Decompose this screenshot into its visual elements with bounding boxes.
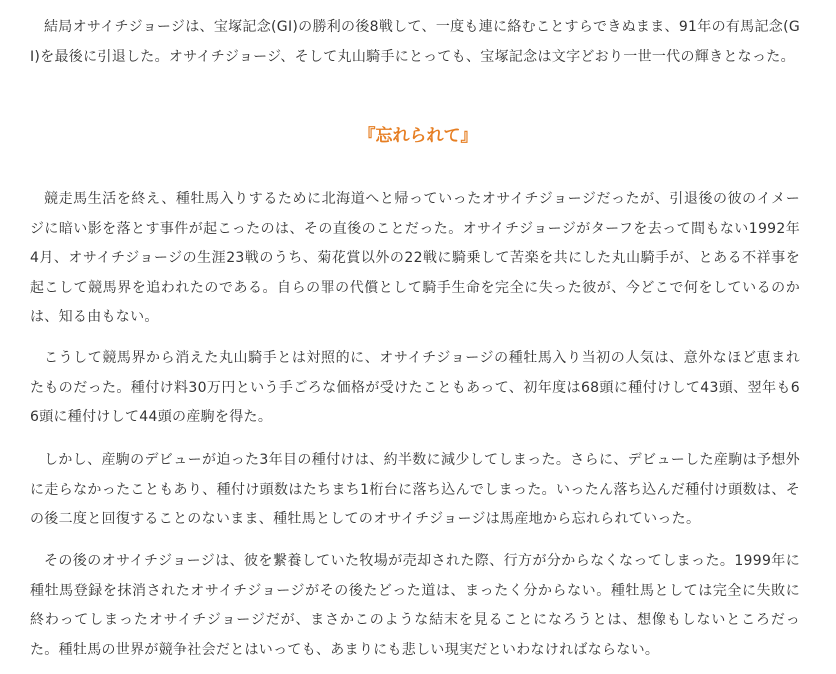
paragraph-retirement: 結局オサイチジョージは、宝塚記念(GI)の勝利の後8戦して、一度も連に絡むことすらできぬまま、91年の有馬記念(GI)を最後に引退した。オサイチジョージ、そして丸山騎手にとっても、宝塚記念は文字どおり一世一代の輝きとなった。 (30, 19, 800, 65)
paragraph-jockey-scandal: 競走馬生活を終え、種牡馬入りするために北海道へと帰っていったオサイチジョージだったが、引退後の彼のイメージに暗い影を落とす事件が起こったのは、その直後のことだった。オサイチジョージがターフを去って間もない1992年4月、オサイチジョージの生涯23戦のうち、菊花賞以外の22戦に騎乗して苦楽を共にした丸山騎手が、とある不祥事を起こして競馬界を追われたのである。自らの罪の代償として騎手生命を完全に失った彼が、今どこで何をしているのかは、知る由もない。 (30, 191, 800, 325)
paragraph-stud-decline: しかし、産駒のデビューが迫った3年目の種付けは、約半数に減少してしまった。さらに、デビューした産駒は予想外に走らなかったこともあり、種付け頭数はたちまち1桁台に落ち込んでしまった。いったん落ち込んだ種付け頭数は、その後二度と回復することのないまま、種牡馬としてのオサイチジョージは馬産地から忘れられていった。 (30, 452, 800, 527)
paragraph-disappearance: その後のオサイチジョージは、彼を繋養していた牧場が売却された際、行方が分からなくなってしまった。1999年に種牡馬登録を抹消されたオサイチジョージがその後たどった道は、まったく分からない。種牡馬としては完全に失敗に終わってしまったオサイチジョージだが、まさかこのような結末を見ることになろうとは、想像もしないところだった。種牡馬の世界が競争社会だとはいっても、あまりにも悲しい現実だといわなければならない。 (30, 553, 800, 658)
paragraph-stud-popularity: こうして競馬界から消えた丸山騎手とは対照的に、オサイチジョージの種牡馬入り当初の人気は、意外なほど恵まれたものだった。種付け料30万円という手ごろな価格が受けたこともあって、初年度は68頭に種付けして43頭、翌年も66頭に種付けして44頭の産駒を得た。 (30, 350, 800, 425)
section-heading: 『忘れられて』 (358, 126, 478, 146)
